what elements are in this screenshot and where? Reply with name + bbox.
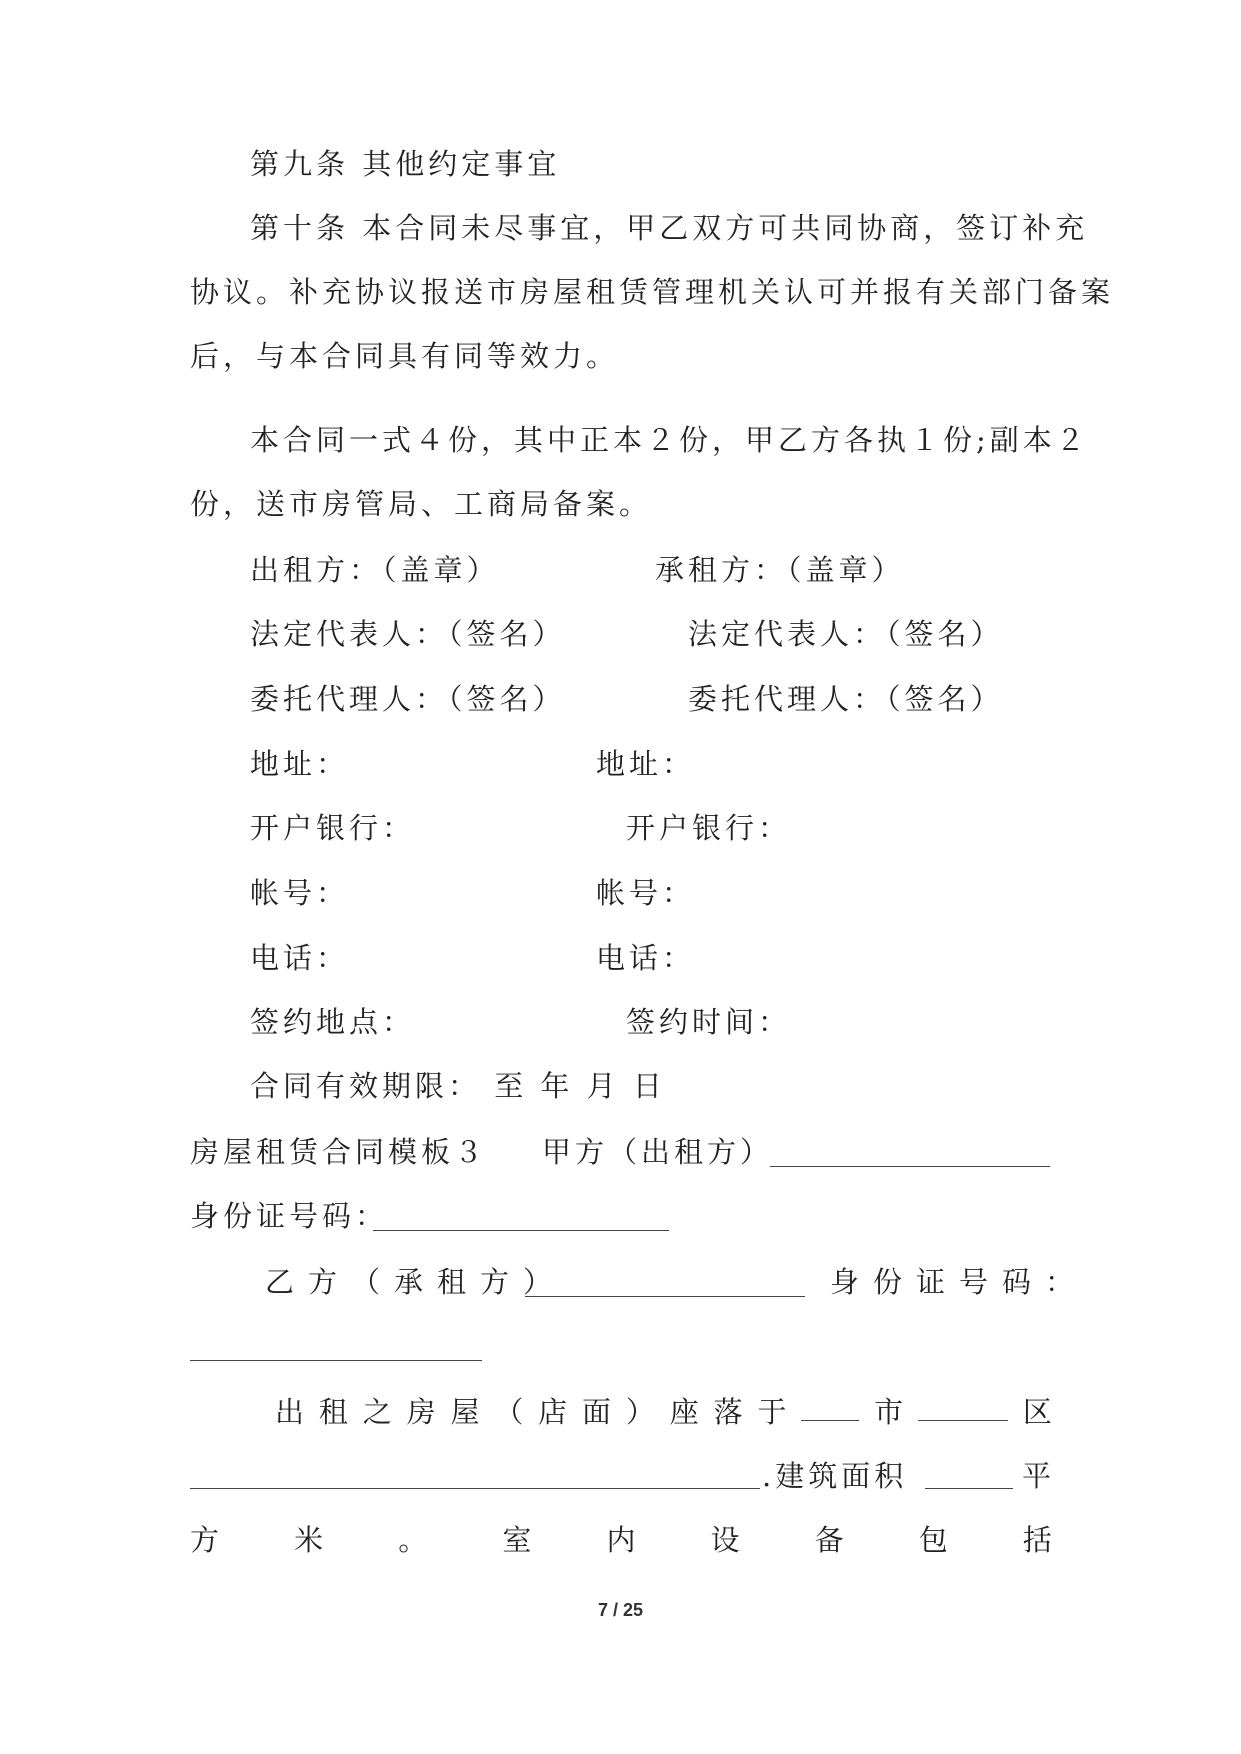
id-a-blank [373, 1204, 669, 1231]
loc-char: 店 [538, 1395, 568, 1429]
party-b-label: 乙方（承租方） [265, 1265, 567, 1299]
party-b-blank [525, 1270, 805, 1297]
agent-right: 委托代理人：（签名） [688, 682, 1004, 716]
party-a-blank [770, 1140, 1050, 1167]
city-blank [801, 1394, 859, 1421]
address-blank [190, 1462, 760, 1489]
eq-char: 包 [918, 1523, 948, 1557]
account-left: 帐号： [250, 876, 350, 910]
eq-char: 方 [190, 1523, 220, 1557]
eq-char: 米 [294, 1523, 324, 1557]
loc-char: 房 [406, 1395, 436, 1429]
id-b-label: 身份证号码： [830, 1265, 1089, 1299]
party-a-label: 甲方（出租方） [542, 1135, 774, 1169]
eq-char: 备 [814, 1523, 844, 1557]
eq-char: 。 [398, 1523, 428, 1557]
article-10-line2: 协议。补充协议报送市房屋租赁管理机关认可并报有关部门备案 [190, 275, 1115, 309]
loc-char: 座 [669, 1395, 699, 1429]
loc-char: 面 [582, 1395, 612, 1429]
copies-line1: 本合同一式４份，其中正本２份，甲乙方各执１份;副本２ [250, 423, 1089, 457]
area-blank [925, 1462, 1013, 1489]
account-right: 帐号： [596, 876, 696, 910]
id-b-blank [190, 1334, 482, 1361]
eq-char: 设 [710, 1523, 740, 1557]
district-blank [918, 1394, 1008, 1421]
sign-place: 签约地点： [250, 1005, 416, 1039]
sign-time: 签约时间： [626, 1005, 792, 1039]
id-a-label: 身份证号码： [190, 1199, 389, 1233]
article-10-line1: 第十条 本合同未尽事宜，甲乙双方可共同协商，签订补充 [250, 211, 1089, 245]
loc-char: 之 [362, 1395, 392, 1429]
agent-left: 委托代理人：（签名） [250, 682, 566, 716]
lessor-seal: 出租方：（盖章） [250, 553, 500, 587]
district-label: 区 [1022, 1395, 1052, 1429]
page-number: 7 / 25 [597, 1600, 644, 1620]
loc-char: ） [625, 1395, 655, 1429]
template3-title: 房屋租赁合同模板３ [190, 1135, 488, 1169]
area-unit: 平 [1022, 1459, 1056, 1493]
eq-char: 室 [502, 1523, 532, 1557]
article-9: 第九条 其他约定事宜 [250, 147, 561, 181]
copies-line2: 份，送市房管局、工商局备案。 [190, 487, 653, 521]
loc-char: （ [494, 1395, 524, 1429]
bank-right: 开户银行： [626, 811, 792, 845]
validity-period: 合同有效期限： 至 年 月 日 [250, 1069, 666, 1103]
location-line [275, 1394, 1052, 1430]
loc-char: 落 [713, 1395, 743, 1429]
bank-left: 开户银行： [250, 811, 416, 845]
address-left: 地址： [250, 747, 350, 781]
loc-char: 于 [757, 1395, 787, 1429]
article-10-line3: 后，与本合同具有同等效力。 [190, 339, 620, 373]
lessee-seal: 承租方：（盖章） [655, 553, 905, 587]
legal-rep-left: 法定代表人：（签名） [250, 617, 566, 651]
equipment-line [190, 1522, 1052, 1558]
loc-char: 屋 [450, 1395, 480, 1429]
phone-left: 电话： [250, 941, 350, 975]
legal-rep-right: 法定代表人：（签名） [688, 617, 1004, 651]
city-label: 市 [874, 1395, 904, 1429]
area-label: .建筑面积 [762, 1459, 908, 1493]
loc-char: 出 [275, 1395, 305, 1429]
eq-char: 内 [606, 1523, 636, 1557]
phone-right: 电话： [596, 941, 696, 975]
eq-char: 括 [1022, 1523, 1052, 1557]
address-right: 地址： [596, 747, 696, 781]
loc-char: 租 [318, 1395, 348, 1429]
